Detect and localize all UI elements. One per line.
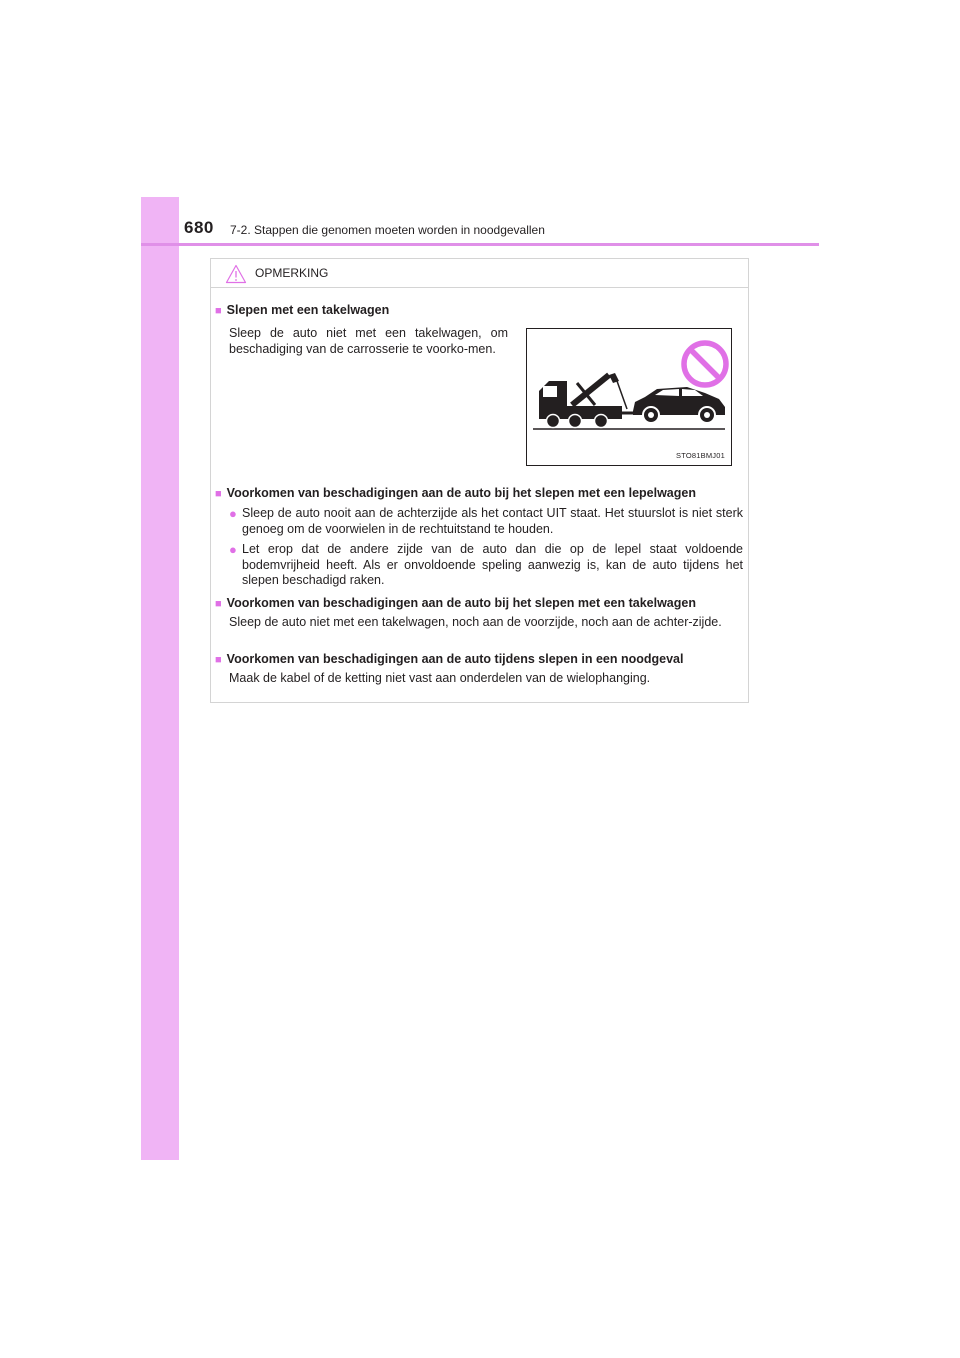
section-title: 7-2. Stappen die genomen moeten worden in noodgevallen <box>230 223 545 237</box>
illustration-code: STO81BMJ01 <box>676 451 725 460</box>
section-heading-text: Voorkomen van beschadigingen aan de auto bij het slepen met een lepelwagen <box>226 486 696 500</box>
list-item-text: Sleep de auto nooit aan de achterzijde als het contact UIT staat. Het stuurslot is niet sterk genoeg om de voorwielen in de rechtuitstand te houden. <box>242 506 743 536</box>
notice-label: OPMERKING <box>255 266 329 280</box>
section-text: Sleep de auto niet met een takelwagen, noch aan de voorzijde, noch aan de achter-zijde. <box>229 615 722 629</box>
section-text: Maak de kabel of de ketting niet vast aan onderdelen van de wielophanging. <box>229 671 651 685</box>
section-text: Sleep de auto niet met een takelwagen, om beschadiging van de carrosserie te voorko-men. <box>229 326 508 356</box>
square-bullet-icon: ■ <box>215 598 222 610</box>
notice-header <box>211 259 748 288</box>
section-heading-text: Voorkomen van beschadigingen aan de auto bij het slepen met een takelwagen <box>226 596 696 610</box>
notice-box <box>210 258 749 703</box>
tow-truck-illustration <box>526 328 732 466</box>
prohibition-icon <box>684 343 726 385</box>
section-heading <box>215 596 696 610</box>
round-bullet-icon: ● <box>229 506 237 521</box>
header-rule <box>141 243 819 246</box>
tow-truck-icon <box>539 373 635 428</box>
warning-triangle-icon <box>225 264 247 284</box>
round-bullet-icon: ● <box>229 542 237 557</box>
square-bullet-icon: ■ <box>215 488 222 500</box>
page-number: 680 <box>184 218 214 237</box>
section-heading-text: Voorkomen van beschadigingen aan de auto tijdens slepen in een noodgeval <box>226 652 684 666</box>
list-item-text: Let erop dat de andere zijde van de auto dan die op de lepel staat voldoende bodemvrijheid heeft. Als er onvoldoende speling aanwezig is, kan de auto tijdens het slepen beschadigd raken. <box>242 542 743 587</box>
car-icon <box>633 387 725 423</box>
section-heading <box>215 652 683 666</box>
section-heading <box>215 303 389 317</box>
tow-illustration-graphic <box>527 329 731 465</box>
chapter-side-tab <box>141 197 179 1160</box>
section-heading <box>215 486 696 500</box>
square-bullet-icon: ■ <box>215 654 222 666</box>
section-heading-text: Slepen met een takelwagen <box>226 303 390 317</box>
page-header <box>184 214 818 244</box>
square-bullet-icon: ■ <box>215 305 222 317</box>
